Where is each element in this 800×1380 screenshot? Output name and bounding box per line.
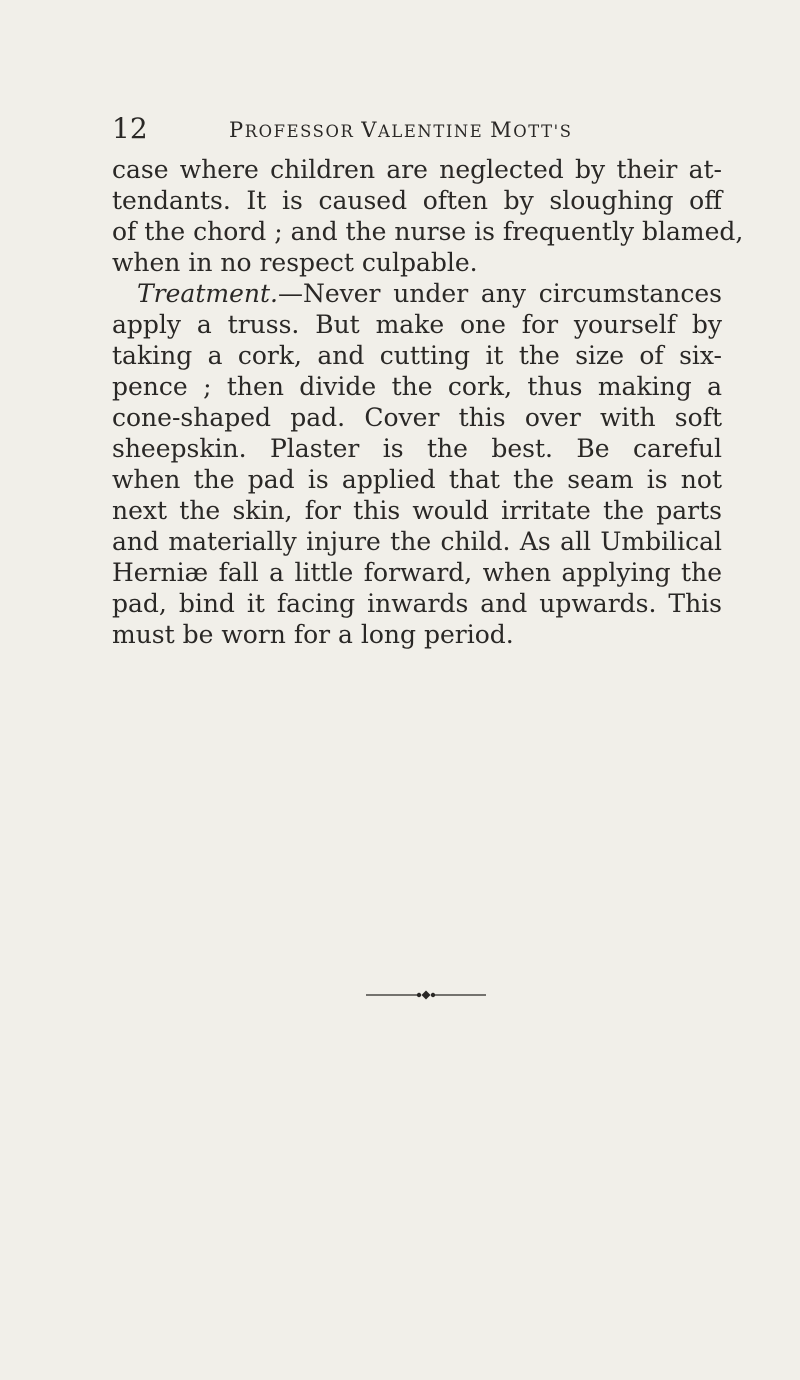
treatment-heading: Treatment. — [137, 279, 278, 308]
title-word: ROFESSOR — [244, 122, 362, 141]
page-number: 12 — [112, 112, 148, 145]
text-line: must be worn for a long period. — [112, 620, 514, 649]
title-initial: P — [229, 118, 245, 142]
text-line: next the skin, for this would irritate the parts — [112, 496, 722, 525]
text-line: sheepskin. Plaster is the best. Be careful — [112, 434, 722, 463]
title-initial: M — [490, 118, 514, 142]
treatment-intro: —Never under any circumstances — [277, 279, 722, 308]
title-initial: V — [361, 118, 378, 142]
title-word: ALENTINE — [377, 122, 491, 141]
text-line: Herniæ fall a little forward, when applying the — [112, 558, 722, 587]
text-line: apply a truss. But make one for yourself by — [112, 310, 722, 339]
text-line: pad, bind it facing inwards and upwards. This — [112, 589, 722, 618]
running-head — [112, 112, 712, 146]
text-line: pence ; then divide the cork, thus making a — [112, 372, 722, 401]
section-end-ornament-icon — [366, 989, 486, 1001]
text-line: cone-shaped pad. Cover this over with soft — [112, 403, 722, 432]
title-word: OTT'S — [513, 122, 573, 141]
running-title — [229, 115, 573, 147]
treatment-paragraph-start — [112, 278, 722, 309]
text-line: taking a cork, and cutting it the size of six- — [112, 341, 722, 370]
text-line: and materially injure the child. As all Umbilical — [112, 527, 722, 556]
text-line: when in no respect culpable. — [112, 248, 478, 277]
text-line: when the pad is applied that the seam is not — [112, 465, 722, 494]
text-line: case where children are neglected by their at- — [112, 155, 722, 184]
body-text — [112, 154, 744, 650]
text-line: tendants. It is caused often by sloughing off — [112, 186, 722, 215]
text-line: of the chord ; and the nurse is frequently blamed, — [112, 217, 744, 246]
